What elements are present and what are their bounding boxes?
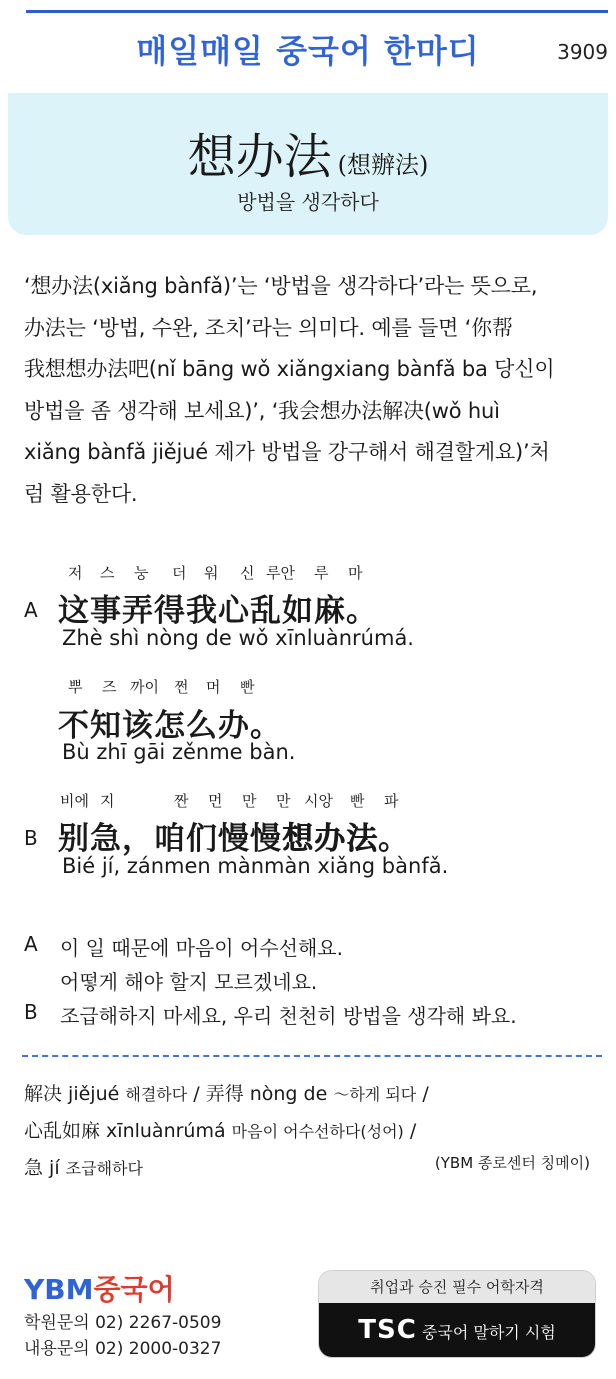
vocab-meaning: 해결하다 <box>125 1085 188 1104</box>
ruby-syllable: 스 <box>100 564 115 582</box>
vocab-separator: / <box>422 1083 429 1105</box>
ruby-syllable: 시앙 <box>304 792 333 810</box>
ruby-syllable: 만 <box>276 792 291 810</box>
vocab-line <box>24 1113 604 1150</box>
vocab-word: 弄得 nòng de <box>205 1083 328 1105</box>
contact-info <box>24 1310 221 1362</box>
vocab-meaning: 조급해하다 <box>65 1159 143 1178</box>
explanation-line: ‘想办法(xiǎng bànfǎ)’는 ‘방법을 생각하다’라는 뜻으로, <box>24 274 538 298</box>
explanation-line: 방법을 좀 생각해 보세요)’, ‘我会想办法解决(wǒ huì <box>24 398 500 423</box>
explanation-paragraph <box>24 266 602 515</box>
chinese-sentence <box>58 813 410 858</box>
translation-line: 조급해하지 마세요, 우리 천천히 방법을 생각해 봐요. <box>60 1004 517 1028</box>
ruby-syllable: 워 <box>204 564 219 582</box>
issue-number: 3909 <box>557 40 608 64</box>
chinese-end: 。 <box>378 821 410 857</box>
ruby-syllable: 저 <box>68 564 83 582</box>
explanation-line: 办法는 ‘방법, 수완, 조치’라는 의미다. 예를 들면 ‘你帮 <box>24 315 513 340</box>
explanation-line: 我想想办法吧(nǐ bāng wǒ xiǎngxiang bànfǎ ba 당신이 <box>24 357 555 381</box>
pinyin-line: Bié jí, zánmen mànmàn xiǎng bànfǎ. <box>62 854 449 878</box>
headword-chinese: 想办法 <box>187 129 332 185</box>
ruby-syllable: 루 <box>314 564 329 582</box>
ruby-syllable: 비에 <box>60 792 89 810</box>
speaker-label: A <box>24 932 38 956</box>
ad-text: 중국어 말하기 시험 <box>421 1323 556 1342</box>
speaker-label: A <box>24 598 38 622</box>
ruby-syllable: 쩐 <box>174 678 189 696</box>
ruby-syllable: 까이 <box>130 678 159 696</box>
explanation-line: 럼 활용한다. <box>24 481 138 506</box>
ruby-syllable: 지 <box>100 792 115 810</box>
translation-line: 이 일 때문에 마음이 어수선해요. <box>60 936 343 960</box>
vocab-word: 心乱如麻 xīnluànrúmá <box>24 1120 226 1142</box>
ruby-syllable: 마 <box>348 564 363 582</box>
dashed-divider <box>22 1055 602 1057</box>
vocab-line <box>24 1076 604 1113</box>
contact-content: 내용문의 02) 2000-0327 <box>24 1339 222 1359</box>
vocab-meaning: 마음이 어수선하다(성어) <box>231 1122 404 1141</box>
translation-line: 어떻게 해야 할지 모르겠네요. <box>60 970 318 994</box>
speaker-label: B <box>24 826 38 850</box>
headword-traditional: (想辦法) <box>337 151 429 179</box>
ruby-syllable: 빤 <box>240 678 255 696</box>
ruby-syllable: 만 <box>242 792 257 810</box>
series-title: 매일매일 중국어 한마디 <box>136 32 480 70</box>
ruby-syllable: 루안 <box>266 564 295 582</box>
pinyin-line: Zhè shì nòng de wǒ xīnluànrúmá. <box>62 626 414 650</box>
chinese-keyword: 想办法 <box>282 821 378 857</box>
ruby-syllable: 뿌 <box>68 678 83 696</box>
vocab-separator: / <box>409 1120 417 1142</box>
ad-brand-bar <box>319 1303 595 1357</box>
top-rule <box>26 10 608 13</box>
ruby-syllable: 눙 <box>134 564 149 582</box>
tsc-logo: TSC <box>358 1315 417 1345</box>
ruby-syllable: 빤 <box>350 792 365 810</box>
chinese-sentence: 这事弄得我心乱如麻。 <box>58 593 378 629</box>
ybm-logo <box>24 1268 175 1308</box>
logo-chinese: 중국어 <box>93 1273 175 1306</box>
vocab-word: 急 jí <box>24 1157 60 1179</box>
speaker-label: B <box>24 1000 38 1024</box>
logo-ybm: YBM <box>24 1273 94 1306</box>
vocab-separator: / <box>193 1083 200 1105</box>
ruby-syllable: 더 <box>172 564 187 582</box>
ruby-syllable: 짠 <box>174 792 189 810</box>
author-credit: (YBM 종로센터 칭메이) <box>434 1154 590 1172</box>
headword-meaning: 방법을 생각하다 <box>237 190 379 214</box>
ad-tagline: 취업과 승진 필수 어학자격 <box>319 1271 595 1303</box>
ruby-syllable: 머 <box>206 678 221 696</box>
ruby-syllable: 즈 <box>102 678 117 696</box>
chinese-sentence: 不知该怎么办。 <box>58 708 282 744</box>
headword <box>0 118 616 187</box>
ruby-syllable: 신 <box>240 564 255 582</box>
pinyin-line: Bù zhī gāi zěnme bàn. <box>62 740 296 764</box>
vocab-meaning: ～하게 되다 <box>333 1085 417 1104</box>
ruby-syllable: 먼 <box>208 792 223 810</box>
explanation-line: xiǎng bànfǎ jiějué 제가 방법을 강구해서 해결할게요)’처 <box>24 440 550 464</box>
ruby-syllable: 파 <box>384 792 399 810</box>
contact-academy: 학원문의 02) 2267-0509 <box>24 1313 222 1333</box>
tsc-ad-banner[interactable] <box>318 1270 596 1358</box>
vocab-word: 解决 jiějué <box>24 1083 120 1105</box>
chinese-plain: 别急，咱们慢慢 <box>58 821 282 857</box>
